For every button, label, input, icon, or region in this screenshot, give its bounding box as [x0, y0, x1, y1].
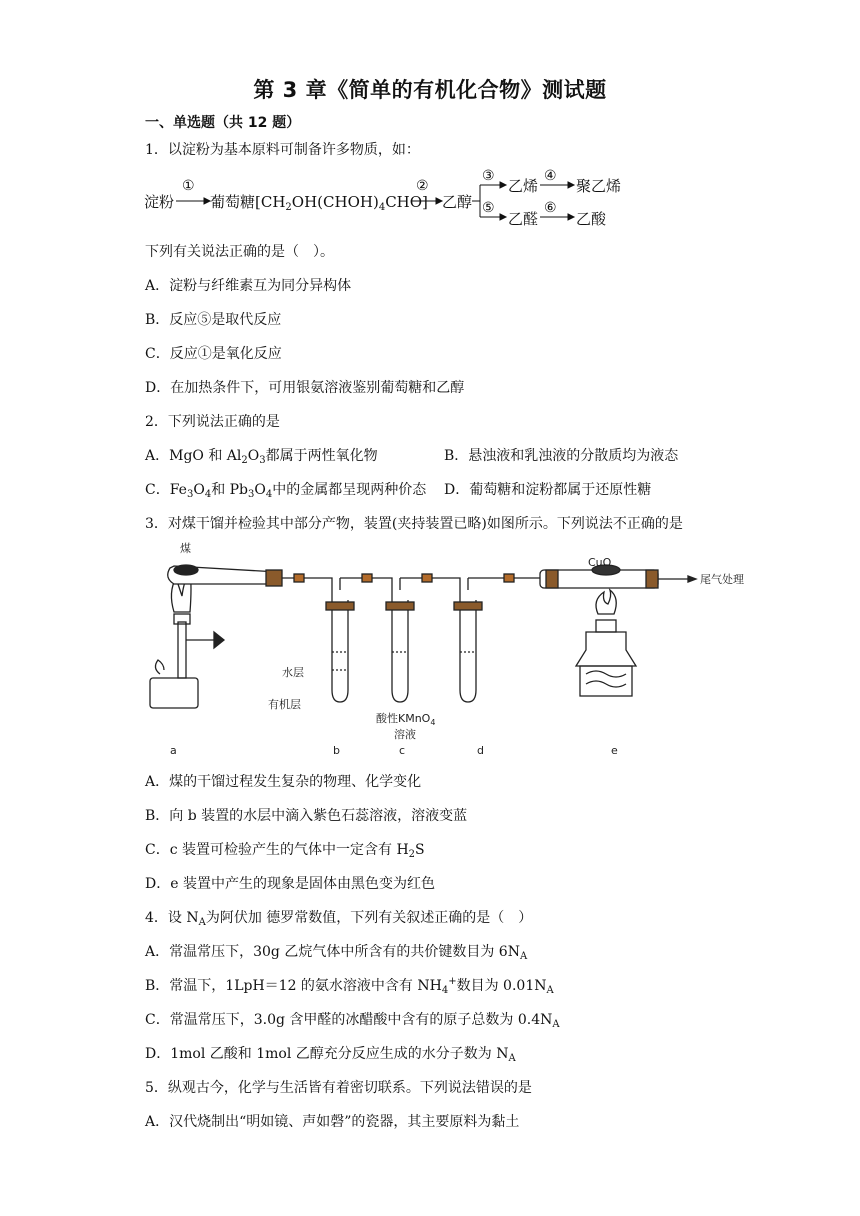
step1-marker: ① [182, 178, 195, 194]
step4-marker: ④ [544, 168, 557, 184]
step5-marker: ⑤ [482, 200, 495, 216]
step6-marker: ⑥ [544, 200, 557, 216]
burner-base [150, 678, 198, 708]
q1-option-d: D．在加热条件下，可用银氨溶液鉴别葡萄糖和乙醇 [145, 380, 465, 396]
ethanol-label: 乙醇 [442, 193, 473, 211]
q1-option-b: B．反应⑤是取代反应 [145, 312, 282, 328]
q2-option-b: B．悬浊液和乳浊液的分散质均为液态 [444, 448, 679, 464]
label-d: d [477, 744, 484, 757]
q1-stem: 1．以淀粉为基本原料可制备许多物质，如： [145, 142, 420, 158]
q4-stem: 4．设 $N_A$为阿伏加 德罗常数值，下列有关叙述正确的是（ ） [145, 910, 533, 928]
label-a: a [170, 744, 177, 757]
water-layer-label: 水层 [282, 666, 304, 679]
q1-ask: 下列有关说法正确的是（ ）。 [145, 244, 334, 260]
solution-label: 溶液 [394, 728, 416, 741]
q3-option-d: D．e 装置中产生的现象是固体由黑色变为红色 [145, 876, 435, 892]
apparatus-diagram [140, 540, 750, 760]
q4-option-c: C．常温常压下，3.0g 含甲醛的冰醋酸中含有的原子总数为 $0.4N_A$ [145, 1012, 560, 1030]
organic-layer-label: 有机层 [268, 698, 301, 711]
coal-label: 煤 [180, 542, 191, 555]
glucose-label: 葡萄糖$[CH_2OH(CHOH)_4CHO]$ [210, 193, 428, 213]
label-b: b [333, 744, 340, 757]
q3-stem: 3．对煤干馏并检验其中部分产物，装置(夹持装置已略)如图所示。下列说法不正确的是 [145, 516, 683, 532]
burner-tube [178, 622, 186, 678]
q2-stem: 2．下列说法正确的是 [145, 414, 280, 430]
cuo-label: CuO [588, 556, 612, 569]
q4-option-a: A．常温常压下，30g 乙烷气体中所含有的共价键数目为 $6N_A$ [145, 944, 528, 962]
q1-option-c: C．反应①是氧化反应 [145, 346, 282, 362]
coal-lump [174, 565, 198, 575]
q3-option-c: C．c 装置可检验产生的气体中一定含有 $H_2S$ [145, 842, 425, 860]
q3-option-a: A．煤的干馏过程发生复杂的物理、化学变化 [145, 774, 422, 790]
label-e: e [611, 744, 618, 757]
q2-option-c: C．$Fe_3O_4$和 $Pb_3O_4$中的金属都呈现两种价态 [145, 482, 427, 500]
acetic-acid-label: 乙酸 [576, 210, 607, 228]
reaction-scheme [140, 170, 620, 232]
q5-option-a: A．汉代烧制出“明如镜、声如磬”的瓷器，其主要原料为黏土 [145, 1114, 520, 1130]
q4-option-d: D．1mol 乙酸和 1mol 乙醇充分反应生成的水分子数为 $N_A$ [145, 1046, 516, 1064]
q2-option-d: D．葡萄糖和淀粉都属于还原性糖 [444, 482, 652, 498]
q1-option-a: A．淀粉与纤维素互为同分异构体 [145, 278, 352, 294]
exhaust-label: 尾气处理 [700, 573, 744, 586]
starch-label: 淀粉 [144, 193, 175, 211]
label-c: c [399, 744, 406, 757]
step2-marker: ② [416, 178, 429, 194]
q3-option-b: B．向 b 装置的水层中滴入紫色石蕊溶液，溶液变蓝 [145, 808, 468, 824]
q5-stem: 5．纵观古今，化学与生活皆有着密切联系。下列说法错误的是 [145, 1080, 532, 1096]
page-title: 第 3 章《简单的有机化合物》测试题 [253, 78, 607, 102]
ethylene-label: 乙烯 [508, 177, 539, 195]
step3-marker: ③ [482, 168, 495, 184]
section-heading: 一、单选题（共 12 题） [145, 115, 301, 131]
kmno4-label: 酸性KMnO$_4$ [376, 712, 436, 727]
polyethylene-label: 聚乙烯 [576, 177, 622, 195]
q4-option-b: B．常温下，1LpH＝12 的氨水溶液中含有 $NH_4^+$数目为 $0.01N_A$ [145, 976, 554, 996]
q2-option-a: A．MgO 和 $Al_2O_3$都属于两性氧化物 [145, 448, 378, 466]
apparatus-figure [140, 540, 750, 760]
acetaldehyde-label: 乙醛 [508, 210, 539, 228]
